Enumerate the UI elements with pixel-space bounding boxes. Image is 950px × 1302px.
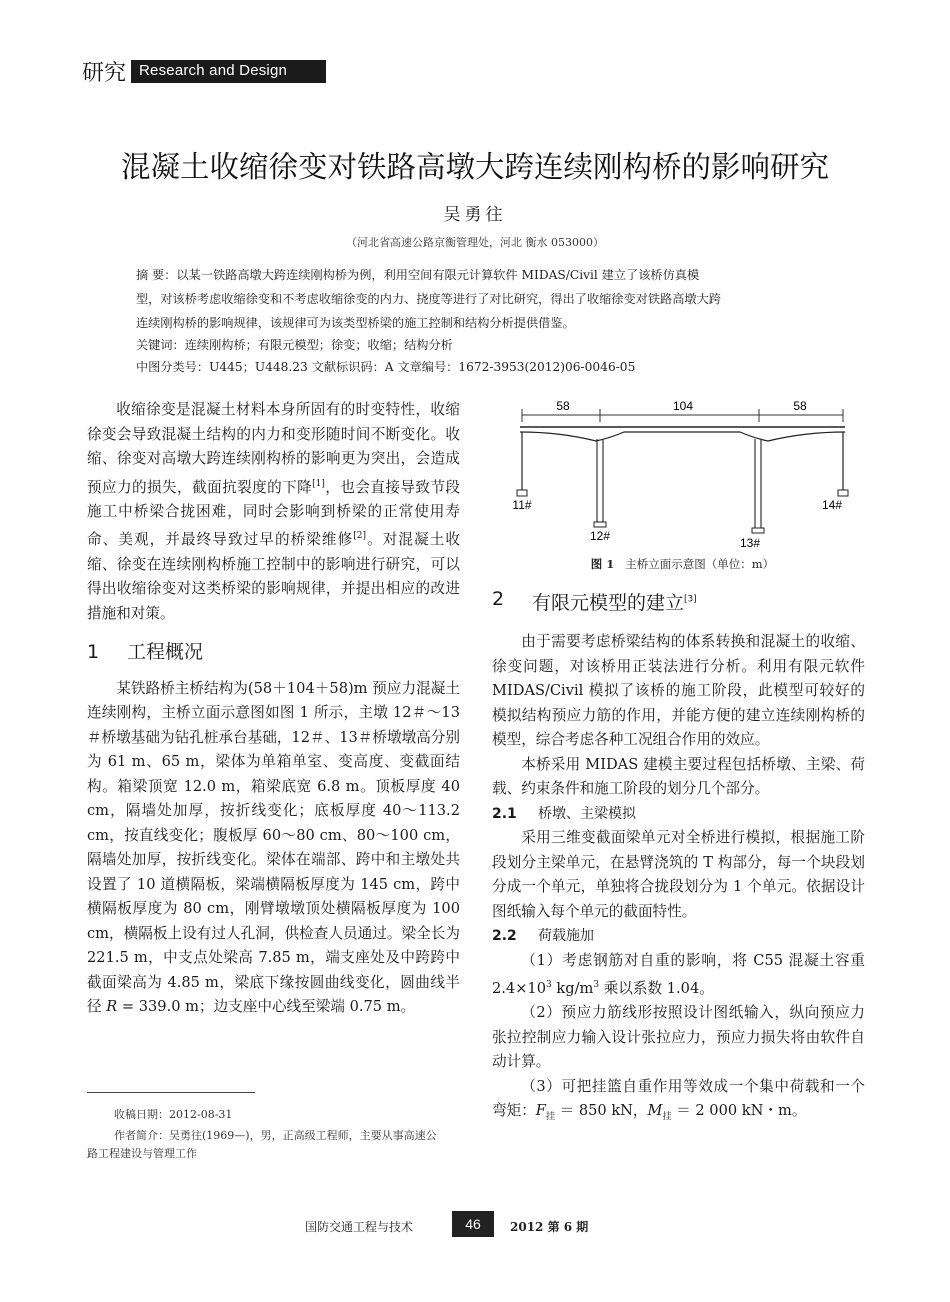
pier-label: 14# [821,498,843,512]
received-date: 收稿日期：2012-08-31 [114,1108,233,1121]
pier-label: 13# [739,536,761,550]
issue-info: 2012 第 6 期 [510,1220,589,1234]
subsection-heading-2-2: 2.2 荷载施加 [492,928,594,944]
left-column [87,398,460,1020]
section-heading-1: 1 工程概况 [87,641,204,664]
span-label: 58 [793,399,807,413]
abstract-line: 型，对该桥考虑收缩徐变和不考虑收缩徐变的内力、挠度等进行了对比研究，得出了收缩徐变对铁路高墩大跨 [136,292,721,306]
page-number: 46 [452,1211,494,1237]
author-bio: 作者简介：吴勇往(1969—)，男，正高级工程师，主要从事高速公 [114,1129,437,1142]
footnote-divider [87,1092,255,1093]
deck-soffit [520,432,845,441]
intro-paragraph: 收缩徐变是混凝土材料本身所固有的时变特性，收缩徐变会导致混凝土结构的内力和变形随时间不断变化。收缩、徐变对高墩大跨连续刚构桥的影响更为突出，会造成预应力的损失，截面抗裂度的下降[1]，也会直接导致节段施工中桥梁合拢困难，同时会影响到桥梁的正常使用寿命、美观，并最终导致过早的桥梁维修[2]。对混凝土收缩、徐变在连续刚构桥施工控制中的影响进行研究，可以得出收缩徐变对这类桥梁的影响规律，并提出相应的改进措施和对策。 [87,401,460,622]
article-author: 吴勇往 [443,205,507,225]
load-item-2: （2）预应力筋线形按照设计图纸输入，纵向预应力张拉控制应力输入设计张拉应力，预应力损失将由软件自动计算。 [492,1004,865,1071]
span-label: 58 [556,399,570,413]
author-affiliation: （河北省高速公路京衡管理处，河北 衡水 053000） [346,236,604,249]
citation-ref[interactable]: [1] [312,478,325,489]
load-item-3: （3）可把挂篮自重作用等效成一个集中荷载和一个弯矩：$F_挂 = 850$ kN，$M_挂 = 2$ 000 kN・m。 [492,1077,865,1123]
span-label: 104 [672,399,694,413]
figure-caption: 图 1 主桥立面示意图（单位：m） [590,557,775,571]
classification-line: 中图分类号：U445；U448.23 文献标识码：A 文章编号：1672-3953(2012)06-0046-05 [136,360,636,374]
right-column [492,630,865,1130]
author-bio: 路工程建设与管理工作 [87,1147,197,1160]
citation-ref[interactable]: [2] [353,531,367,542]
keywords-line: 关键词：连续刚构桥；有限元模型；徐变；收缩；结构分析 [136,338,453,352]
subsection-2-1-paragraph: 采用三维变截面梁单元对全桥进行模拟，根据施工阶段划分主梁单元，在悬臂浇筑的 T 构部分，每一个块段划分成一个单元，单独将合拢段划分为 1 个单元。依据设计图纸输入每个单元的截面特性。 [492,829,865,920]
load-item-1: （1）考虑钢筋对自重的影响，将 C55 混凝土容重 $2.4\times 10^3$ $kg/m^3$ 乘以系数 1.04。 [492,951,865,997]
section-heading-2: 2 有限元模型的建立[3] [492,588,697,614]
pier-label: 11# [512,498,532,512]
section-label-cn: 研究 [82,61,127,86]
citation-ref[interactable]: [3] [684,594,697,605]
abstract-line: 连续刚构桥的影响规律，该规律可为该类型桥梁的施工控制和结构分析提供借鉴。 [136,316,575,330]
section-2-paragraph: 本桥采用 MIDAS 建模主要过程包括桥墩、主梁、荷载、约束条件和施工阶段的划分几个部分。 [492,755,865,797]
pier-label: 12# [589,529,611,543]
subsection-heading-2-1: 2.1 桥墩、主梁模拟 [492,805,636,822]
article-title: 混凝土收缩徐变对铁路高墩大跨连续刚构桥的影响研究 [120,150,829,184]
section-1-paragraph: 某铁路桥主桥结构为(58＋104＋58)m 预应力混凝土连续刚构，主桥立面示意图如图 1 所示，主墩 12＃～13＃桥墩基础为钻孔桩承台基础，12＃、13＃桥墩墩高分别为 61 m、65 m，梁体为单箱单室、变高度、变截面结构。箱梁顶宽 12.0 m，箱梁底宽 6.8 m。顶板厚度 40 cm，隔墙处加厚，按折线变化；底板厚度 40～113.2 cm，按直线变化；腹板厚 60～80 cm、80～100 cm，隔墙处加厚，按折线变化。梁体在端部、跨中和主墩处共设置了 10 道横隔板，梁端横隔板厚度为 145 cm，跨中横隔板厚度为 80 cm，刚臂墩墩顶处横隔板厚度为 100 cm，横隔板上设有过人孔洞，供检查人员通过。梁全长为 221.5 m，中支点处梁高 7.85 m，端支座处及中跨跨中截面梁高为 4.85 m，梁底下缘按圆曲线变化，圆曲线半径 R = 339.0 m；边支座中心线至梁端 0.75 m。 [87,679,460,1016]
bridge-elevation-figure [500,394,865,554]
abstract-line: 摘 要：以某一铁路高墩大跨连续刚构桥为例，利用空间有限元计算软件 MIDAS/Civil 建立了该桥仿真模 [136,268,700,282]
journal-name: 国防交通工程与技术 [305,1220,414,1234]
section-2-paragraph: 由于需要考虑桥梁结构的体系转换和混凝土的收缩、徐变问题，对该桥用正装法进行分析。利用有限元软件 MIDAS/Civil 模拟了该桥的施工阶段，此模型可较好的模拟结构预应力筋的作用，并能方便的建立连续刚构桥的模型，综合考虑各种工况组合作用的效应。 [492,633,865,748]
section-label-en: Research and Design [139,62,288,79]
